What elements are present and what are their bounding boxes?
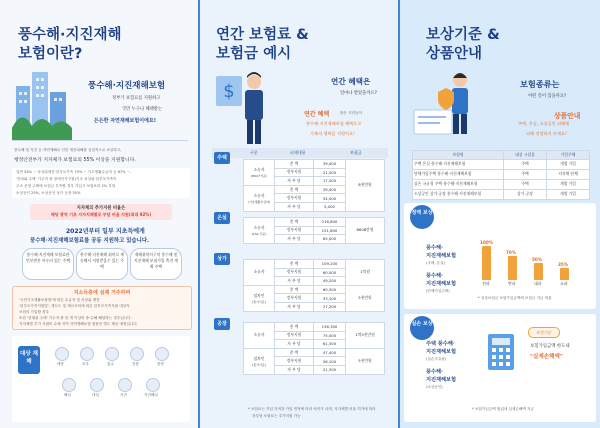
- real-line: (실손국유형): [426, 357, 447, 361]
- cell: 자: [287, 235, 291, 241]
- cell-value: 216,800: [314, 218, 346, 227]
- cell-value: 21,300: [314, 365, 346, 374]
- hazard-label: 지진: [120, 393, 127, 397]
- cell: 실손 국유경 주택 풍수해·지진재해보험: [413, 179, 504, 189]
- real-bubble-highlight: "실제손해액": [530, 354, 563, 360]
- person-with-shield-illustration: [412, 66, 482, 136]
- hazard-label: 홍수: [107, 362, 114, 366]
- criteria-card: [22, 248, 74, 280]
- row-sub: (80m²기준): [250, 173, 268, 178]
- hazard-label: 호우: [82, 362, 89, 366]
- cell: 정부지원: [275, 168, 314, 177]
- panel-what-is-insurance: [0, 0, 200, 428]
- cell: 담: [297, 303, 301, 309]
- hazard-label: 풍랑: [157, 362, 164, 366]
- cell: 부: [292, 203, 296, 209]
- row-type: 임차인: [253, 355, 265, 361]
- insurance-type-question: 어떤 것이 있을까요?: [528, 94, 567, 99]
- cell: 정부지원: [275, 294, 314, 303]
- quake-tsunami-icon: [146, 378, 160, 392]
- cell: 주택: [504, 179, 547, 189]
- cell-value: 109,200: [314, 260, 346, 269]
- cell: 자: [287, 277, 291, 283]
- title-line: 풍수해·지진재해: [18, 27, 122, 43]
- note-2022: 풍수해·지진재해보험료를 공동 지원하고 있습니다.: [30, 238, 150, 244]
- cell: 담: [297, 235, 301, 241]
- flood-icon: [105, 347, 119, 361]
- product-line: 피해 걱정하지 마세요!: [526, 131, 567, 136]
- payout-ratio-label: 50%: [532, 257, 543, 262]
- cell: 자: [287, 340, 291, 346]
- row-type: 소유자: [253, 166, 265, 172]
- low-income-line: '한부모가족지원법', 재도도 및 제르조의에 따른 한부모가족지원 대상자: [19, 304, 130, 308]
- cell-value: 47,400: [314, 348, 346, 357]
- greenhouse-table: [243, 217, 385, 244]
- cell-value: 27,200: [314, 302, 346, 311]
- table-row: [413, 159, 590, 169]
- cell: 정부지원: [275, 226, 314, 235]
- cell: 액: [294, 218, 299, 224]
- cell-value: 61,300: [314, 340, 346, 349]
- cell: 총: [289, 286, 294, 292]
- cell-value: 17,500: [314, 177, 346, 186]
- house-table: [243, 159, 385, 212]
- cell: 액: [294, 349, 299, 355]
- col-header: 대상 시설물: [504, 151, 547, 160]
- cell: 총: [289, 160, 294, 166]
- earthquake-icon: [118, 378, 132, 392]
- hazard-label: 태풍: [57, 362, 64, 366]
- cell: 총: [289, 218, 294, 224]
- payout-ratio-bar: [482, 246, 491, 280]
- cell-value: 136,300: [314, 323, 346, 332]
- payout: 8천만원: [346, 160, 385, 212]
- cell-value: 151,800: [314, 226, 346, 235]
- cell: 총: [289, 260, 294, 266]
- product-highlight: 상품안내: [554, 112, 581, 120]
- payout-ratio-category: 소파: [560, 281, 568, 286]
- table-row: [413, 179, 590, 189]
- cell-value: 39,000: [314, 160, 346, 169]
- title-line: 보험금 예시: [216, 46, 292, 62]
- cell: 담: [297, 340, 301, 346]
- real-line: 지진재해보험: [426, 349, 457, 355]
- support-line: 주소 운영 주택에 보험금 부족할 경우 가입시 보험료의 2% 부담: [16, 184, 116, 188]
- benefit-line: 가족의 행복을 지원어요!: [310, 131, 355, 136]
- intro-line: 행정안전부가 지자체가 보험료의 55% 이상을 지원합니다.: [14, 158, 136, 163]
- payout: 5천만원: [346, 348, 385, 374]
- city-buildings-illustration: [12, 68, 72, 140]
- panel1-title: [18, 26, 122, 64]
- criteria-text: 풍수해·지진재해 보험료관 민보면진 아우러 있는 주택: [26, 252, 70, 263]
- product-line: 주택, 온실, 소상공인 피해에: [518, 121, 570, 126]
- payout-ratio-chart: [478, 240, 588, 288]
- typhoon-icon: [55, 347, 69, 361]
- cell: 부: [292, 340, 296, 346]
- benefit-subtitle: 얼마나 받았을까요?: [340, 91, 377, 96]
- cell: 개별 가입: [547, 159, 590, 169]
- cell: 정부지원: [275, 331, 314, 340]
- section-label-house: 주택: [214, 152, 230, 164]
- table-header-row: [413, 151, 590, 160]
- support-line: 소상공인 25%, 소상공인 상가 공장 55%: [16, 191, 81, 195]
- row-sub: (기초생활수급자): [247, 199, 271, 204]
- benefit-line: 많은 국민들이: [340, 111, 362, 115]
- low-income-line: 보험의 가입할 경우: [19, 310, 50, 314]
- cell: 주택 온실 풍수해·지진재해보험: [413, 159, 504, 169]
- cell-value: 33,100: [314, 294, 346, 303]
- factory-table: [243, 322, 385, 375]
- cell-value: 60,000: [314, 268, 346, 277]
- row-type: 소유자: [244, 260, 275, 286]
- fixed-line: (주택, 온실): [426, 261, 445, 265]
- cell: 자: [287, 203, 291, 209]
- cell-value: 5,000: [314, 202, 346, 211]
- table-row: [413, 189, 590, 199]
- strong-wind-icon: [130, 347, 144, 361]
- title-line: 보상기준 &: [426, 27, 500, 43]
- benefit-highlight: 연간 혜택: [304, 111, 330, 118]
- cell: 액: [294, 286, 299, 292]
- cell: 정부지원: [275, 357, 314, 366]
- cell: 부: [292, 235, 296, 241]
- cell: 담: [297, 203, 301, 209]
- payout-ratio-bar: [560, 268, 569, 280]
- title-line: 연간 보험료 &: [216, 27, 309, 43]
- payout-ratio-label: 70%: [506, 250, 517, 256]
- col-header: 구분: [250, 150, 258, 155]
- cell-value: 60,300: [314, 285, 346, 294]
- panel2-title: [216, 26, 309, 64]
- row-type: 임차인: [253, 292, 265, 298]
- payout: 5천만원: [346, 285, 385, 311]
- svg-text:$: $: [223, 81, 235, 102]
- calculator-icon: [484, 326, 528, 376]
- cell: 총: [289, 323, 294, 329]
- table-row: [244, 348, 385, 357]
- product-table: [412, 150, 590, 200]
- low-income-box: [12, 286, 192, 330]
- fixed-note: * 일상보험금 보험가입금액에 보험금 지급 비율: [478, 296, 552, 300]
- payout-ratio-category: 전파: [482, 281, 490, 286]
- panel3-title: [426, 26, 500, 64]
- cell-value: 39,000: [314, 185, 346, 194]
- cell: 부: [292, 366, 296, 372]
- store-table: [243, 259, 385, 312]
- table-row: [244, 285, 385, 294]
- panel1-subtitle: 풍수해·지진재해보험: [88, 81, 166, 91]
- hazard-label: 대설: [92, 393, 99, 397]
- row-sub: (1ha 기준): [251, 231, 267, 236]
- extra-line: 해당 광역 기초 지자치체별로 부담 비율 지원(최대 92%): [50, 212, 152, 217]
- table-row: [244, 260, 385, 269]
- cell: 정부지원: [275, 194, 314, 203]
- desc-line: 정부가 보험료를 지원하고: [112, 96, 161, 101]
- tsunami-icon: [62, 378, 76, 392]
- cell-value: 49,200: [314, 277, 346, 286]
- cell: 주택: [504, 169, 547, 179]
- cell: 부: [292, 303, 296, 309]
- real-line: (소상공인): [426, 385, 443, 389]
- desc-line: 국민 누구나 혜택받는: [122, 107, 163, 112]
- cell: 담: [297, 177, 301, 183]
- cell: 상가 공장: [504, 189, 547, 199]
- cell: 자: [287, 366, 291, 372]
- payout: 1억원: [346, 260, 385, 286]
- col-header: 보험금: [350, 150, 362, 155]
- row-type: 소유자: [244, 323, 275, 349]
- cell: 액: [294, 260, 299, 266]
- footnote: * 보험료는 가입 지역과 가입 면적에 따라 차이가 나며, 지자체별 비율 허가에 따라: [248, 407, 376, 411]
- criteria-card: [130, 248, 182, 280]
- cell: 소상공인 상가·공장 풍수해·지진재해보험: [413, 189, 504, 199]
- cell: 담: [297, 366, 301, 372]
- payout-ratio-bar: [508, 256, 517, 280]
- extra-support-box: [30, 204, 172, 220]
- payout-ratio-label: 35%: [558, 262, 569, 268]
- cell: 부: [292, 177, 296, 183]
- real-bubble-line: 보험가입금액 한도내: [530, 344, 570, 349]
- low-income-line: '국민기초생활보장법'에 따른 수급자 및 차상위 계층: [19, 298, 100, 302]
- cell-value: 26,100: [314, 357, 346, 366]
- cell: 액: [294, 323, 299, 329]
- benefit-line: 풍수해·지진재해보험 혜택으로: [306, 121, 362, 126]
- benefit-title: 연간 혜택은: [331, 77, 371, 86]
- section-label-store: 상가: [214, 253, 230, 265]
- compensation-criteria-tag: 보상기준: [528, 327, 560, 338]
- fixed-line: 지진재해보험: [426, 281, 457, 287]
- extra-line: 지자체의 추가지원 비율은: [76, 206, 126, 211]
- payout-ratio-bar: [534, 263, 543, 280]
- cell: 담: [297, 277, 301, 283]
- cell: 자: [287, 303, 291, 309]
- hazard-label: 해일: [64, 393, 71, 397]
- insurance-type-title: 보험종류는: [520, 79, 560, 89]
- wave-icon: [155, 347, 169, 361]
- cell: 액: [294, 186, 299, 192]
- row-type: 소유자: [253, 224, 265, 230]
- row-type: 소유자: [253, 192, 265, 198]
- section-label-greenhouse: 온실: [214, 212, 230, 224]
- criteria-text: 재해취약지구의 풍수해 및 지진재해 보험가입 축진 계획 주택: [134, 252, 178, 269]
- low-income-line: 또한 '한계위 주택' 가주자 중 한 개 이상의 중·수해 해당하는 경우입니다.: [19, 316, 132, 320]
- criteria-text: 풍수해·지진재해 취약로 계속해서 지원받을수 있는 주택: [80, 252, 124, 269]
- col-header: 보험명: [413, 151, 504, 160]
- low-income-title: 지소득층에 실제 거주하며: [73, 290, 131, 296]
- cell: 개별 가입: [547, 189, 590, 199]
- criteria-card: [76, 248, 128, 280]
- fixed-line: (단체가입주택): [426, 289, 450, 293]
- fixed-line: 풍수해·: [426, 273, 444, 279]
- payout: 8608만원: [346, 218, 385, 244]
- cell: 총: [289, 349, 294, 355]
- cell: 총: [289, 186, 294, 192]
- heavy-rain-icon: [80, 347, 94, 361]
- support-line: '한파와 주택' 가주자 중 장애인가구원(기초 차상위·한부모가족이: [16, 177, 117, 181]
- cell: 주택: [504, 159, 547, 169]
- cell: 액: [294, 160, 299, 166]
- table-row: [413, 169, 590, 179]
- heavy-snow-icon: [90, 378, 104, 392]
- col-header: 피재내용: [290, 150, 306, 155]
- footnote: 자부담 보험료는 추가지원 가능: [252, 414, 301, 418]
- hazard-label: 지진해일: [144, 393, 158, 397]
- cell-value: 75,000: [314, 331, 346, 340]
- cell: 부: [292, 277, 296, 283]
- table-row: [244, 323, 385, 332]
- hazard-label: 강풍: [132, 362, 139, 366]
- table-row: [244, 160, 385, 169]
- fixed-line: 지진재해보험: [426, 253, 457, 259]
- cell: 지자체 단체: [547, 169, 590, 179]
- cell-value: 34,000: [314, 194, 346, 203]
- title-line: 보험이란?: [18, 46, 83, 62]
- col-header: 가입주체: [547, 151, 590, 160]
- note-2022: 2022년부터 일부 지초득에게: [66, 228, 145, 235]
- support-box: [12, 168, 190, 198]
- person-with-dollar-sign-illustration: [214, 62, 274, 148]
- real-line: 풍수해·: [426, 369, 444, 375]
- fixed-line: 풍수해·: [426, 245, 444, 251]
- payout-ratio-label: 100%: [480, 240, 493, 245]
- title-line: 상품안내: [426, 46, 483, 62]
- section-label-factory: 공장: [214, 318, 230, 330]
- intro-line: 풍수해 및 지진 등 자연재해로 인한 재산피해를 실질적으로 보상하고,: [14, 148, 122, 152]
- target-hazard-label: 대상 재해: [18, 346, 40, 374]
- payout-ratio-category: 반파: [508, 281, 516, 286]
- row-sub: (휴가기준): [252, 362, 266, 367]
- real-note: * 보험가입금액 범위내 실제손해액 지급: [472, 407, 534, 411]
- real-line: 주택 풍수해·: [426, 341, 455, 347]
- table-header-row: [212, 148, 388, 158]
- low-income-line: 지자체별 추가 지원비 수혜 지역 자연재해보험 청용증 별도 제공 예정입니다: [19, 322, 137, 326]
- table-row: [244, 218, 385, 227]
- cell-value: 65,000: [314, 235, 346, 244]
- payout-ratio-category: 대파: [534, 281, 542, 286]
- fixed-compensation-tag: 정액 보상: [410, 205, 434, 229]
- payout: 1억5천만원: [346, 323, 385, 349]
- real-line: 지진재해보험: [426, 377, 457, 383]
- desc-highlight: 든든한 자연재해보험이에요!: [94, 118, 156, 124]
- cell: 단체가입주택 풍수해·지진재해보험: [413, 169, 504, 179]
- divider: [12, 140, 188, 141]
- real-loss-tag: 실손 보상: [410, 316, 434, 340]
- cell: 자: [287, 177, 291, 183]
- row-sub: (휴가기준): [252, 299, 266, 304]
- cell: 정부지원: [275, 268, 314, 277]
- support-line: 일반 55% ~ 차상위계층·한부모가족 70% ~ 기초생활수급자 등 87% ~,: [16, 170, 131, 174]
- cell: 개별 가입: [547, 179, 590, 189]
- cell-value: 21,500: [314, 168, 346, 177]
